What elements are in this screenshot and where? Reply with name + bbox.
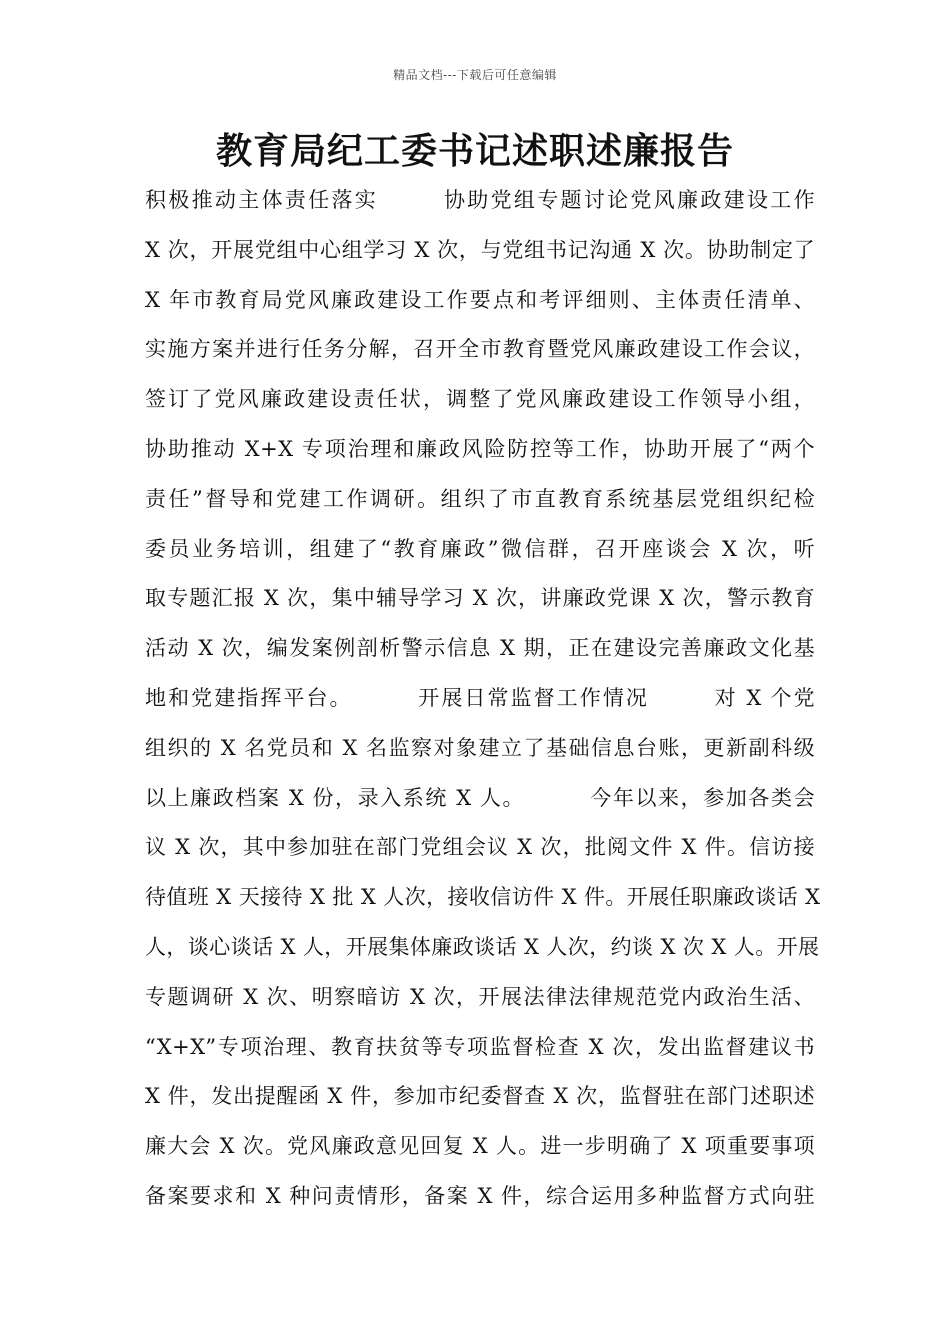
body-line-1	[145, 176, 815, 226]
body-text: 协助党组专题讨论党风廉政建设工作	[442, 188, 815, 212]
body-line-11	[145, 674, 815, 724]
section-heading: 开展日常监督工作情况	[416, 685, 649, 710]
body-text: 对 X 个党	[712, 685, 815, 710]
body-line-4: 实施方案并进行任务分解，召开全市教育暨党风廉政建设工作会议，	[145, 337, 815, 362]
body-line-12: 组织的 X 名党员和 X 名监察对象建立了基础信息台账，更新副科级	[145, 735, 815, 760]
body-line-16: 人，谈心谈话 X 人，开展集体廉政谈话 X 人次，约谈 X 次 X 人。开展	[145, 934, 820, 959]
body-line-15: 待值班 X 天接待 X 批 X 人次，接收信访件 X 件。开展任职廉政谈话 X	[145, 885, 821, 910]
body-line-5: 签订了党风廉政建设责任状，调整了党风廉政建设工作领导小组，	[145, 387, 815, 412]
body-line-7: 责任”督导和党建工作调研。组织了市直教育系统基层党组织纪检	[145, 486, 815, 511]
body-line-6: 协助推动 X+X 专项治理和廉政风险防控等工作，协助开展了“两个	[145, 436, 815, 461]
body-line-10: 活动 X 次，编发案例剖析警示信息 X 期，正在建设完善廉政文化基	[145, 636, 815, 661]
body-line-17: 专题调研 X 次、明察暗访 X 次，开展法律法律规范党内政治生活、	[145, 984, 815, 1009]
document-title: 教育局纪工委书记述职述廉报告	[215, 131, 734, 172]
body-line-3: X 年市教育局党风廉政建设工作要点和考评细则、主体责任清单、	[145, 287, 815, 312]
body-line-9: 取专题汇报 X 次，集中辅导学习 X 次，讲廉政党课 X 次，警示教育	[145, 586, 815, 611]
body-line-14: 议 X 次，其中参加驻在部门党组会议 X 次，批阅文件 X 件。信访接	[145, 835, 815, 860]
body-text: 今年以来，参加各类会	[589, 785, 816, 810]
body-text: 地和党建指挥平台。	[145, 685, 353, 710]
header-note: 精品文档---下载后可任意编辑	[393, 68, 557, 82]
body-line-18: “X+X”专项治理、教育扶贫等专项监督检查 X 次，发出监督建议书	[145, 1034, 815, 1059]
body-line-2: X 次，开展党组中心组学习 X 次，与党组书记沟通 X 次。协助制定了	[145, 237, 815, 262]
body-text: 以上廉政档案 X 份，录入系统 X 人。	[145, 785, 526, 810]
section-heading: 积极推动主体责任落实	[145, 188, 379, 212]
body-line-21: 备案要求和 X 种问责情形，备案 X 件，综合运用多种监督方式向驻	[145, 1183, 815, 1208]
body-line-13	[145, 774, 815, 824]
body-line-19: X 件，发出提醒函 X 件，参加市纪委督查 X 次，监督驻在部门述职述	[145, 1084, 815, 1109]
body-line-8: 委员业务培训，组建了“教育廉政”微信群，召开座谈会 X 次，听	[145, 536, 815, 561]
document-body	[145, 176, 821, 1222]
body-line-20: 廉大会 X 次。党风廉政意见回复 X 人。进一步明确了 X 项重要事项	[145, 1134, 815, 1159]
